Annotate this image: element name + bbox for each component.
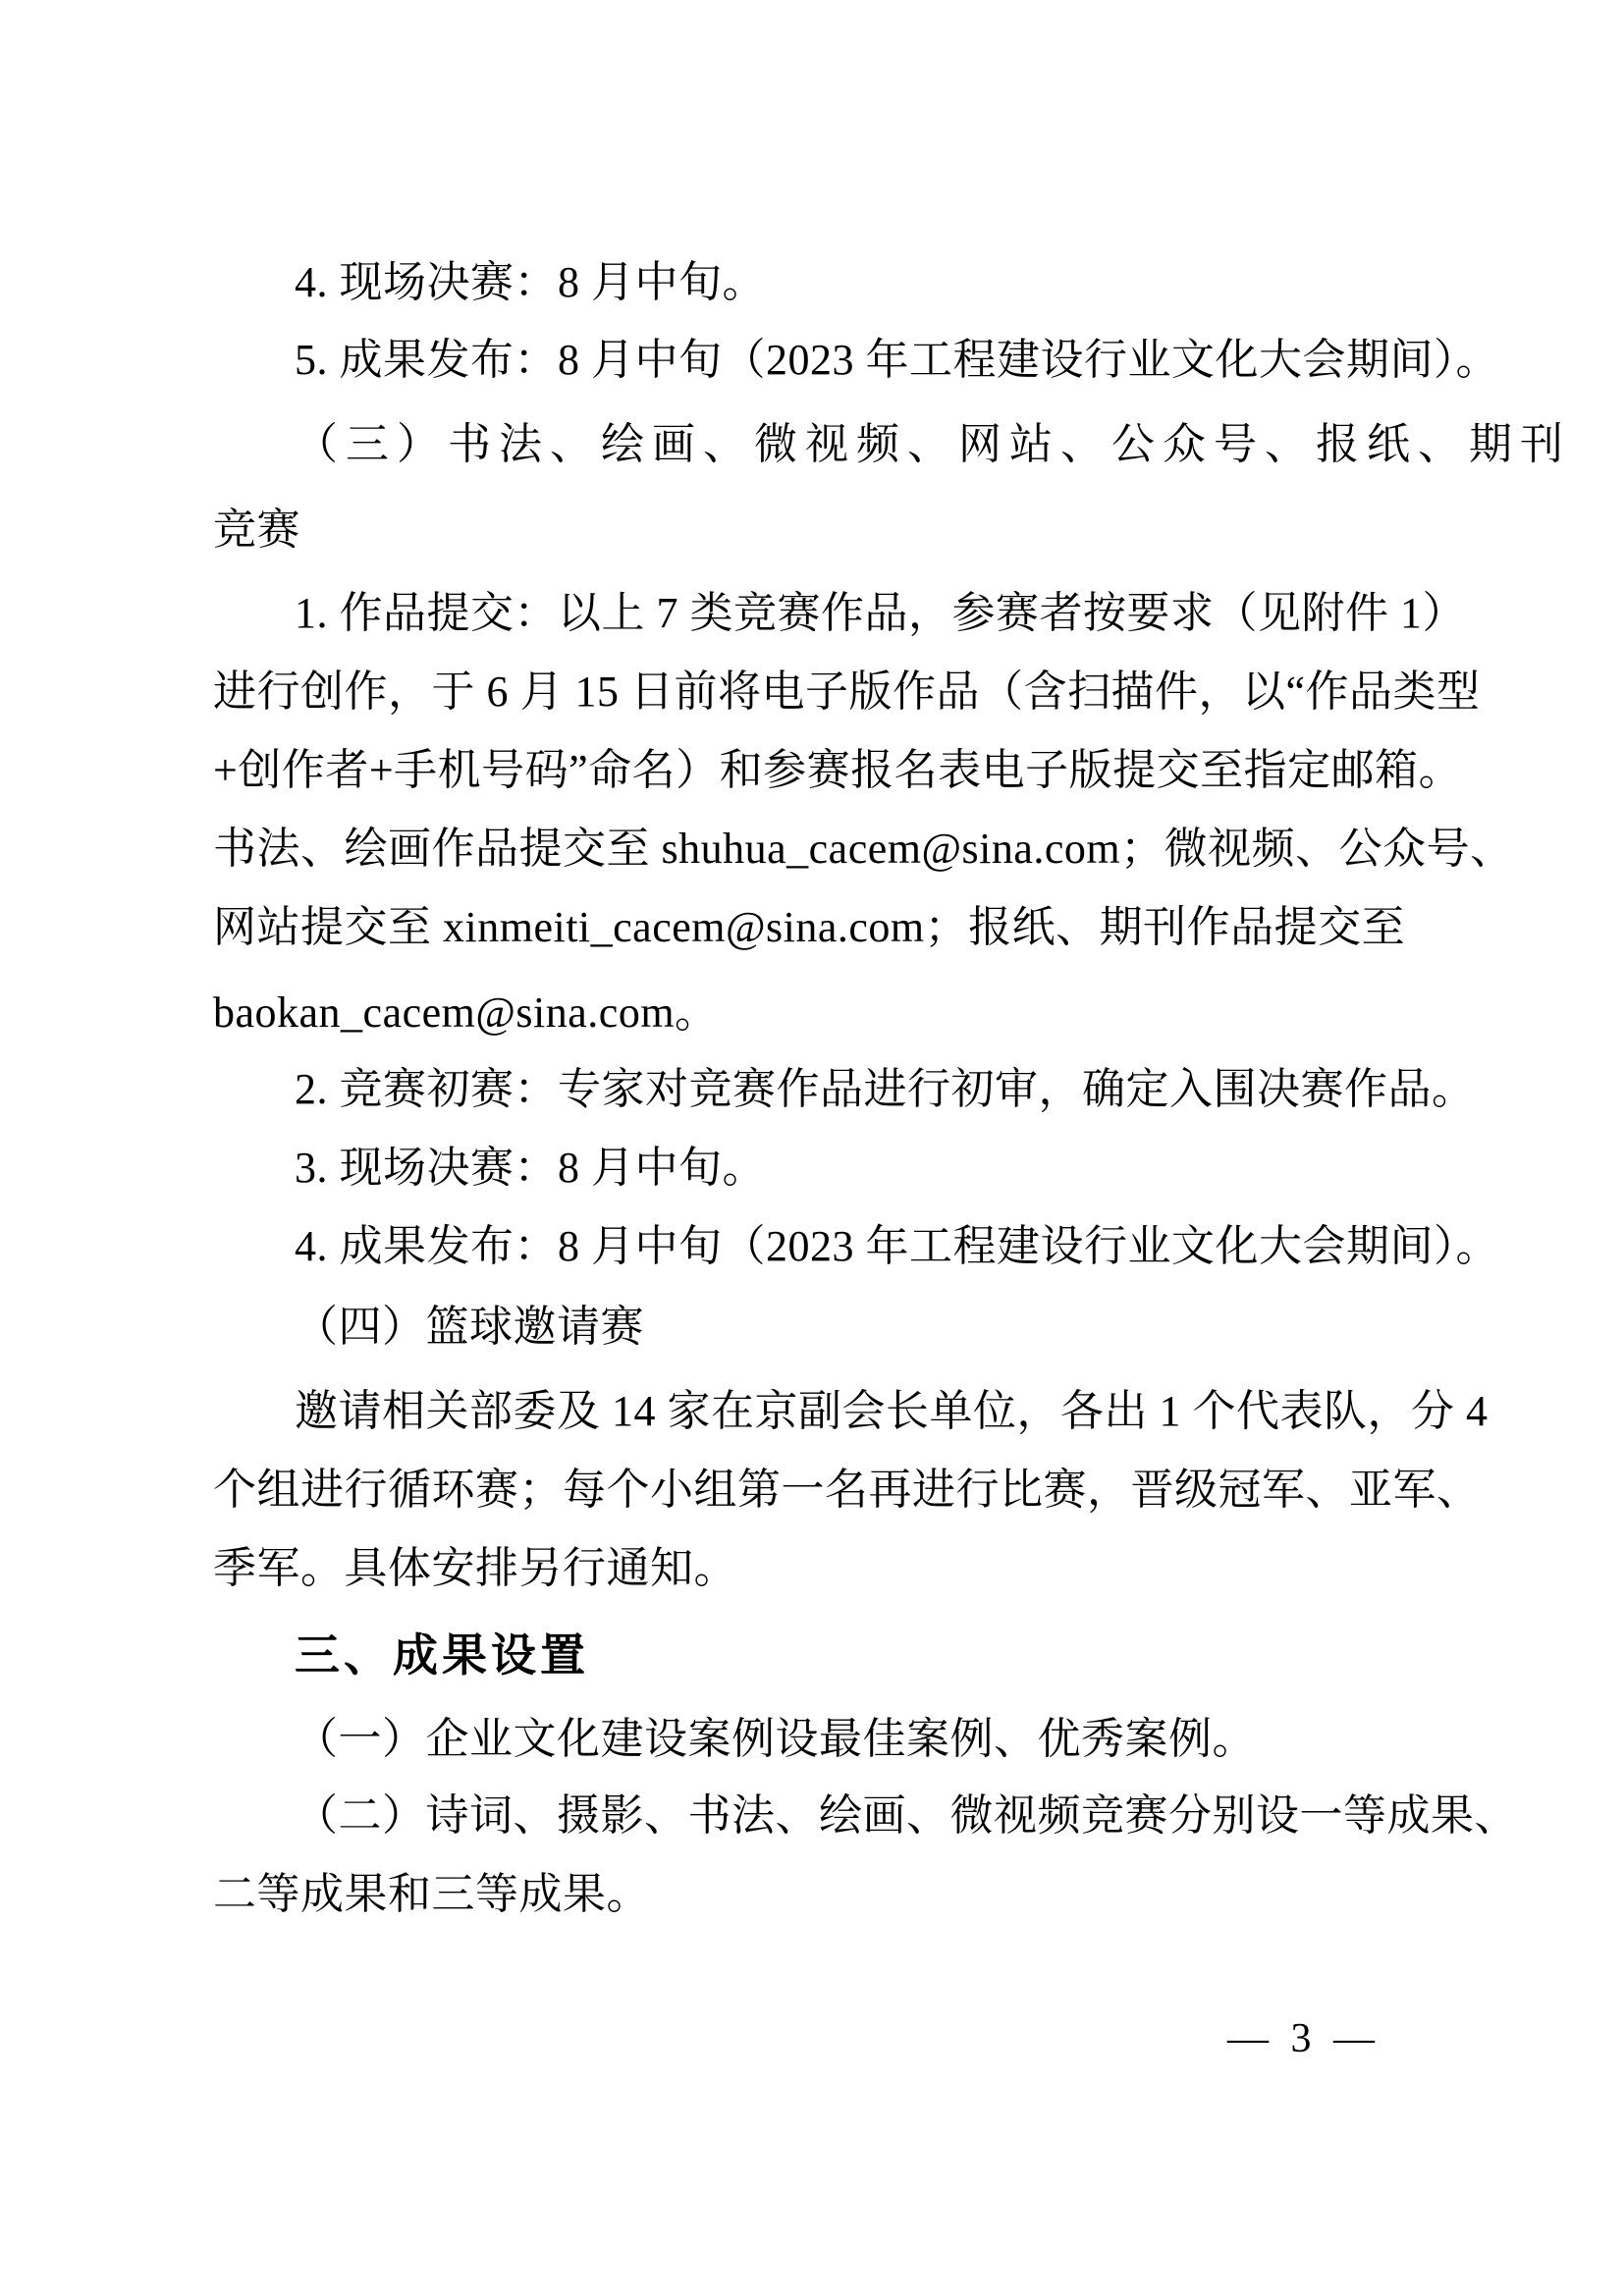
body-line: 5. 成果发布：8 月中旬（2023 年工程建设行业文化大会期间）。 xyxy=(295,336,1499,384)
body-line: 1. 作品提交：以上 7 类竞赛作品，参赛者按要求（见附件 1） xyxy=(295,589,1466,637)
body-line: 邀请相关部委及 14 家在京副会长单位，各出 1 个代表队，分 4 xyxy=(295,1387,1489,1435)
body-line-email-shuhua: 书法、绘画作品提交至 shuhua_cacem@sina.com；微视频、公众号、 xyxy=(213,825,1514,873)
body-line: （二）诗词、摄影、书法、绘画、微视频竞赛分别设一等成果、 xyxy=(295,1791,1518,1840)
section-heading-achievements: 三、成果设置 xyxy=(295,1629,589,1681)
body-line: 3. 现场决赛：8 月中旬。 xyxy=(295,1144,766,1192)
page-number: — 3 — xyxy=(1227,2016,1380,2061)
body-line: （一）企业文化建设案例设最佳案例、优秀案例。 xyxy=(295,1715,1256,1763)
body-line-email-baokan: baokan_cacem@sina.com。 xyxy=(213,988,719,1037)
body-line-email-xinmeiti: 网站提交至 xinmeiti_cacem@sina.com；报纸、期刊作品提交至 xyxy=(213,903,1406,951)
subsection-heading-3-line1: （三）书法、绘画、微视频、网站、公众号、报纸、期刊 xyxy=(295,420,1571,468)
body-line: 个组进行循环赛；每个小组第一名再进行比赛，晋级冠军、亚军、 xyxy=(213,1466,1481,1514)
subsection-heading-4: （四）篮球邀请赛 xyxy=(295,1303,644,1351)
body-line: +创作者+手机号码”命名）和参赛报名表电子版提交至指定邮箱。 xyxy=(213,746,1463,794)
body-line: 4. 成果发布：8 月中旬（2023 年工程建设行业文化大会期间）。 xyxy=(295,1222,1499,1270)
body-line: 季军。具体安排另行通知。 xyxy=(213,1544,737,1592)
subsection-heading-3-line2: 竞赛 xyxy=(213,506,300,554)
body-line: 进行创作，于 6 月 15 日前将电子版作品（含扫描件，以“作品类型 xyxy=(213,667,1481,716)
body-line: 2. 竞赛初赛：专家对竞赛作品进行初审，确定入围决赛作品。 xyxy=(295,1065,1476,1113)
body-line: 二等成果和三等成果。 xyxy=(213,1870,650,1918)
body-line: 4. 现场决赛：8 月中旬。 xyxy=(295,258,766,306)
